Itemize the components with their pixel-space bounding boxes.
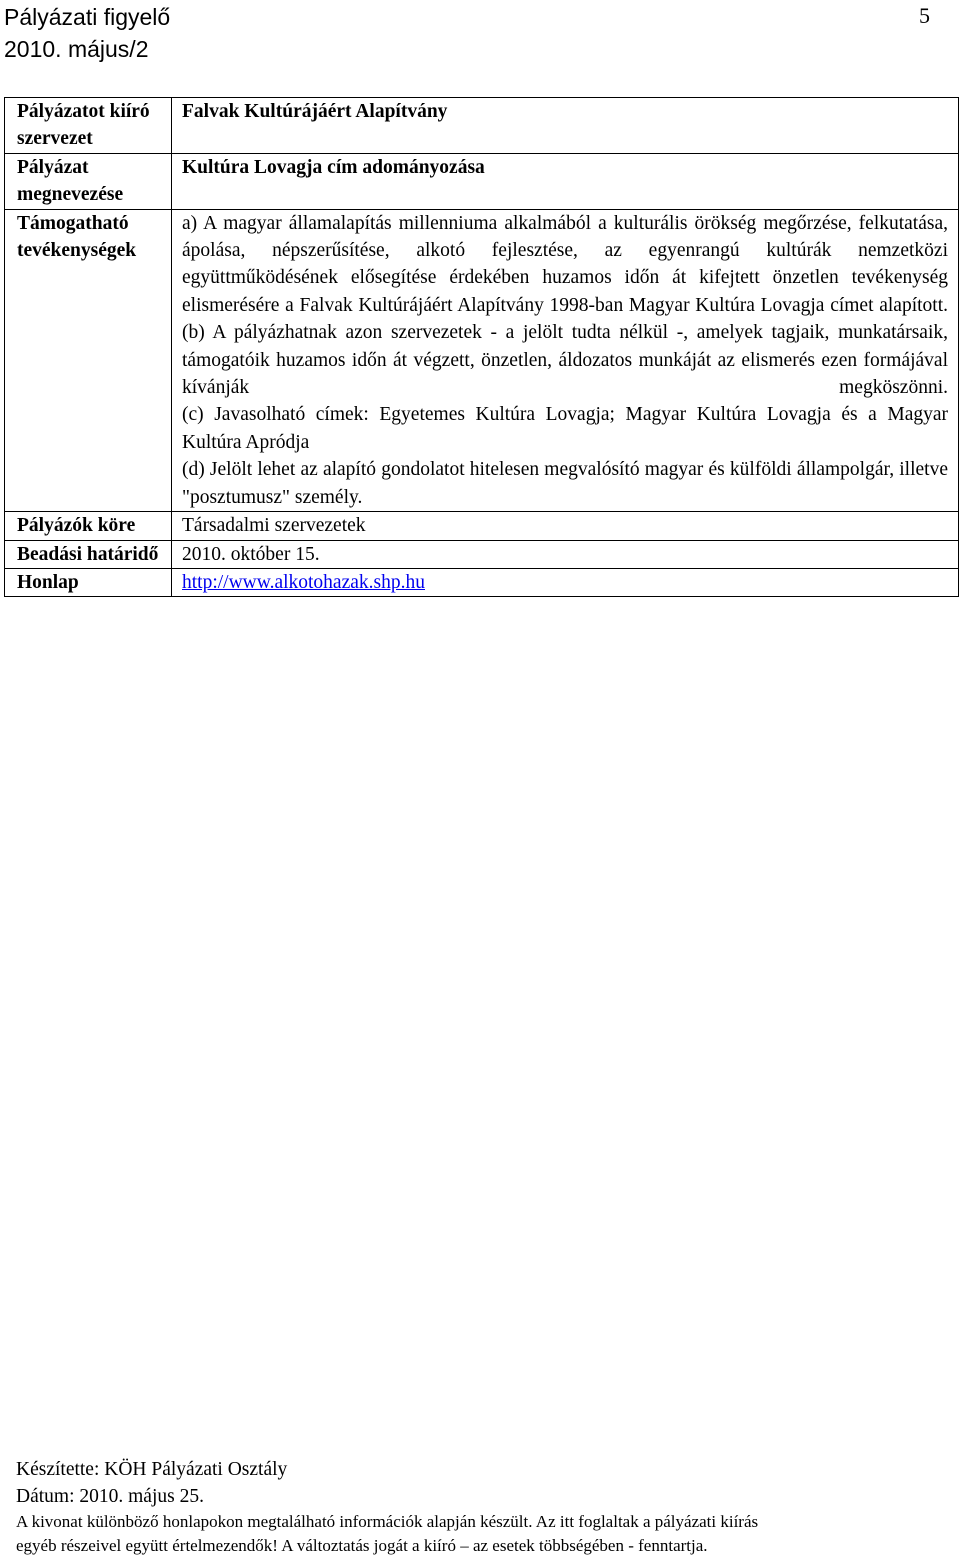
activities-paragraph-a: a) A magyar államalapítás millenniuma alkalmából a kulturális örökség megőrzése, felkutatása, ápolása, népszerűsítése, alkotó fejlesztése, az egyenrangú kultúrák nemzetközi együttműködésének elősegítése érdekében huzamos időn át kifejtett önzetlen tevékenység elismerésére a Falvak Kultúrájáért Alapítvány 1998-ban Magyar Kultúra Lovagja címet alapított. [182, 212, 948, 316]
row-value-website [172, 568, 959, 596]
website-link[interactable]: http://www.alkotohazak.shp.hu [182, 571, 425, 593]
grant-info-table [4, 97, 959, 597]
row-label-name: Pályázat megnevezése [5, 153, 172, 209]
page-footer [16, 1456, 946, 1558]
table-row-name [5, 153, 959, 209]
row-label-website: Honlap [5, 568, 172, 596]
footer-date: Dátum: 2010. május 25. [16, 1486, 204, 1507]
row-label-applicants: Pályázók köre [5, 512, 172, 540]
footer-note-line2: egyéb részeivel együtt értelmezendők! A változtatás jogát a kiíró – az esetek többségében - fenntartja. [16, 1536, 708, 1555]
table-row-issuer [5, 98, 959, 154]
row-label-deadline: Beadási határidő [5, 540, 172, 568]
row-value-name: Kultúra Lovagja cím adományozása [172, 153, 959, 209]
row-value-deadline: 2010. október 15. [172, 540, 959, 568]
publication-title: Pályázati figyelő [4, 4, 171, 30]
table-row-activities [5, 209, 959, 511]
footer-note-line1: A kivonat különböző honlapokon megtalálható információk alapján készült. Az itt foglaltak a pályázati kiírás [16, 1512, 759, 1531]
row-label-activities: Támogatható tevékenységek [5, 209, 172, 511]
table-row-deadline [5, 540, 959, 568]
table-row-applicants [5, 512, 959, 540]
activities-paragraph-b: (b) A pályázhatnak azon szervezetek - a jelölt tudta nélkül -, amelyek tagjaik, munkatársaik, támogatóik huzamos időn át végzett, önzetlen, áldozatos munkáját az elismerés ezen formájával kívánják megköszönni. [182, 322, 948, 399]
row-value-issuer: Falvak Kultúrájáért Alapítvány [172, 98, 959, 154]
row-label-issuer: Pályázatot kiíró szervezet [5, 98, 172, 154]
row-value-applicants: Társadalmi szervezetek [172, 512, 959, 540]
table-row-website [5, 568, 959, 596]
activities-paragraph-d: (d) Jelölt lehet az alapító gondolatot hitelesen megvalósító magyar és külföldi állampolgár, illetve "posztumusz" személy. [182, 459, 948, 508]
publication-issue: 2010. május/2 [4, 36, 149, 62]
page-number: 5 [919, 3, 930, 28]
footer-prepared-by: Készítette: KÖH Pályázati Osztály [16, 1459, 288, 1480]
activities-paragraph-c: (c) Javasolható címek: Egyetemes Kultúra Lovagja; Magyar Kultúra Lovagja és a Magyar Kultúra Apródja [182, 404, 948, 453]
row-value-activities [172, 209, 959, 511]
